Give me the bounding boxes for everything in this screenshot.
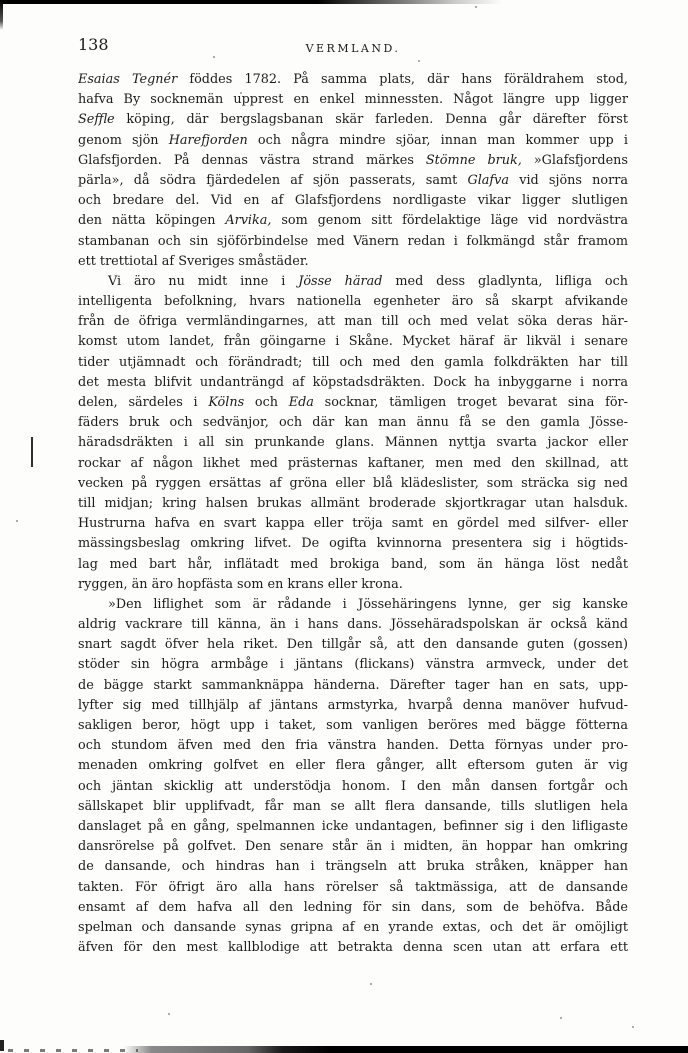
text-segment: ett trettiotal af Sveriges småstäder. [78,253,309,269]
text-segment: de dansande, och hindras han i trängseln att bruka stråken, knäpper han [78,859,628,875]
text-line [78,332,628,352]
text-line [78,151,628,171]
text-segment: hafva By socknemän upprest en enkel minnessten. Något längre upp ligger [78,92,628,108]
text-segment: Vi äro nu midt inne i [108,273,299,289]
italic-text-segment: Esaias Tegnér [78,72,178,87]
text-line [78,938,628,958]
text-line [78,797,628,817]
text-line [78,615,628,635]
text-segment: och stundom äfven med den fria vänstra handen. Detta förnyas under pro- [78,738,628,754]
text-line [78,534,628,554]
text-segment: och [244,395,289,410]
text-segment: genom sjön [78,132,169,148]
text-line [78,373,628,393]
paragraph [78,70,628,272]
text-line [78,454,628,474]
text-segment: ensamt af dem hafva all den ledning för sin dans, som de behöfva. Både [78,899,628,915]
text-segment: som genom sitt fördelaktige läge vid nordvästra [271,213,628,229]
text-line [78,494,628,514]
text-line [78,857,628,877]
text-line [78,474,628,494]
text-segment: stambanan och sin sjöförbindelse med Vänern redan i folkmängd står framom [78,233,628,249]
text-segment: och jäntan skicklig att understödja honom. I den mån dansen fortgår och [78,778,628,794]
text-segment: Glafsfjorden. På dennas västra strand märkes [78,152,426,168]
text-line [78,676,628,696]
text-segment: delen, särdeles i [78,395,209,410]
text-line [78,736,628,756]
text-line [78,211,628,231]
text-line [78,898,628,918]
text-segment: »Den liflighet som är rådande i Jössehäringens lynne, ger sig kanske [108,596,628,612]
text-line [78,655,628,675]
text-line [78,131,628,151]
text-line [78,252,628,272]
text-line [78,878,628,898]
scan-speck [632,1026,634,1028]
text-segment: rockar af någon likhet med prästernas kaftaner, men med den skillnad, att [78,455,628,471]
text-segment: fäders bruk och sedvänjor, och där kan man ännu få se den gamla Jösse- [78,415,628,431]
text-segment: häradsdräkten i all sin prunkande glans. Männen nyttja svarta jackor eller [78,435,628,451]
text-line [78,171,628,191]
text-segment: det mesta blifvit undanträngd af köpstadsdräkten. Dock ha inbyggarne i norra [78,374,628,390]
text-segment: ryggen, än äro hopfästa som en krans eller krona. [78,576,403,592]
text-segment: lag med bart hår, inflätadt med brokiga band, som än hänga löst nedåt [78,556,628,572]
text-segment: köping, där bergslagsbanan skär farleden. Denna går därefter först [114,112,628,128]
bottom-edge-dashes-artifact [8,1049,138,1052]
text-line [78,575,628,595]
text-segment: tider utjämnadt och förändradt; till och med den gamla folkdräkten har till [78,354,628,370]
top-edge-scan-artifact [0,0,688,4]
text-line [78,292,628,312]
text-line [78,413,628,433]
italic-text-segment: Eda [288,395,314,410]
text-line [78,555,628,575]
text-line [78,837,628,857]
text-segment: och några mindre sjöar, innan man kommer upp i [247,132,628,148]
text-segment: till midjan; kring halsen brukas allmänt broderade skjortkragar utan halsduk. [78,495,628,511]
text-line [78,716,628,736]
scan-speck [213,56,215,58]
text-line [78,272,628,292]
text-segment: pärla», då södra fjärdedelen af sjön passerats, samt [78,172,468,188]
scan-speck [370,983,372,985]
text-segment: mässingsbeslag omkring lifvet. De ogifta kvinnorna presentera sig i högtids- [78,536,628,552]
italic-text-segment: Harefjorden [168,132,248,148]
text-block [78,70,628,958]
text-line [78,353,628,373]
text-segment: dansrörelse på golfvet. Den senare står än i midten, än hoppar han omkring [78,839,628,855]
text-segment: »Glafsfjordens [521,152,628,168]
italic-text-segment: Jösse härad [298,273,383,289]
text-segment: den nätta köpingen [78,213,226,229]
text-line [78,696,628,716]
text-segment: vid sjöns norra [509,172,628,188]
running-header: VERMLAND. [305,42,401,55]
text-line [78,756,628,776]
text-segment: föddes 1782. På samma plats, där hans föräldrahem stod, [177,72,628,87]
italic-text-segment: Seffle [78,112,115,128]
italic-text-segment: Glafva [467,172,510,188]
text-segment: komst utom landet, från göingarne i Skåne. Mycket häraf är likväl i senare [78,334,628,350]
scan-speck [16,520,18,522]
text-line [78,635,628,655]
italic-text-segment: Stömne bruk, [425,152,522,168]
text-segment: sakligen beror, högt upp i taket, som vanligen beröres med bägge fötterna [78,718,628,733]
text-segment: sällskapet blir upplifvadt, får man se allt flera dansande, tills slutligen hela [78,798,628,814]
text-line [78,514,628,534]
text-line [78,110,628,130]
text-line [78,312,628,332]
text-segment: spelman och dansande synas gripna af en yrande extas, och det är omöjligt [78,919,628,935]
text-line [78,595,628,615]
text-segment: menaden omkring golfvet en eller flera gånger, allt eftersom guten är vig [78,758,628,774]
text-line [78,393,628,413]
text-line [78,90,628,110]
text-segment: Hustrurna hafva en svart kappa eller tröja samt en gördel med silfver- eller [78,516,628,532]
text-segment: snart sagdt öfver hela riket. Den tillgår så, att den dansande guten (gossen) [78,637,628,653]
text-segment: takten. För öfrigt äro alla hans rörelser så taktmässiga, att de dansande [78,879,628,895]
text-line [78,777,628,797]
text-segment: danslaget på en gång, spelmannen icke undantagen, befinner sig i den lifligaste [78,818,628,834]
text-segment: lyfter sig med tillhjälp af jäntans armstyrka, hvarpå denna manöver hufvud- [78,697,628,713]
left-edge-scan-artifact [0,0,3,30]
scan-speck [475,6,477,8]
scan-speck [560,1017,562,1019]
scan-speck [418,60,420,62]
italic-text-segment: Kölns [208,395,245,410]
bottom-corner-artifact [0,1040,4,1051]
text-line [78,70,628,90]
text-segment: äfven för den mest kallblodige att betrakta denna scen utan att erfara ett [78,940,628,956]
text-line [78,191,628,211]
text-segment: från de öfriga vermländingarnes, att man till och med velat söka deras här- [78,314,628,330]
text-line [78,817,628,837]
text-line [78,232,628,252]
text-segment: de bägge starkt sammanknäppa händerna. Därefter tager han en sats, upp- [78,677,628,693]
italic-text-segment: Arvika, [225,213,272,229]
text-line [78,918,628,938]
text-line [78,433,628,453]
page-number: 138 [78,35,109,54]
paragraph [78,272,628,595]
text-segment: stöder sin högra armbåge i jäntans (flickans) vänstra armveck, under det [78,657,628,673]
text-segment: aldrig vackrare till känna, än i hans dans. Jössehäradspolskan är också känd [78,617,628,633]
text-segment: och bredare del. Vid en af Glafsfjordens nordligaste vikar ligger slutligen [78,193,628,209]
text-segment: socknar, tämligen troget bevarat sina för- [313,395,628,410]
text-segment: intelligenta befolkning, hvars nationella egenheter äro så skarpt afvikande [78,294,628,310]
text-segment: med dess gladlynta, lifliga och [382,273,628,289]
paragraph [78,595,628,958]
scan-speck [168,1013,170,1015]
left-margin-pencil-mark [31,437,33,467]
text-segment: vecken på ryggen ersättas af gröna eller blå klädeslister, som sträcka sig ned [78,475,628,491]
